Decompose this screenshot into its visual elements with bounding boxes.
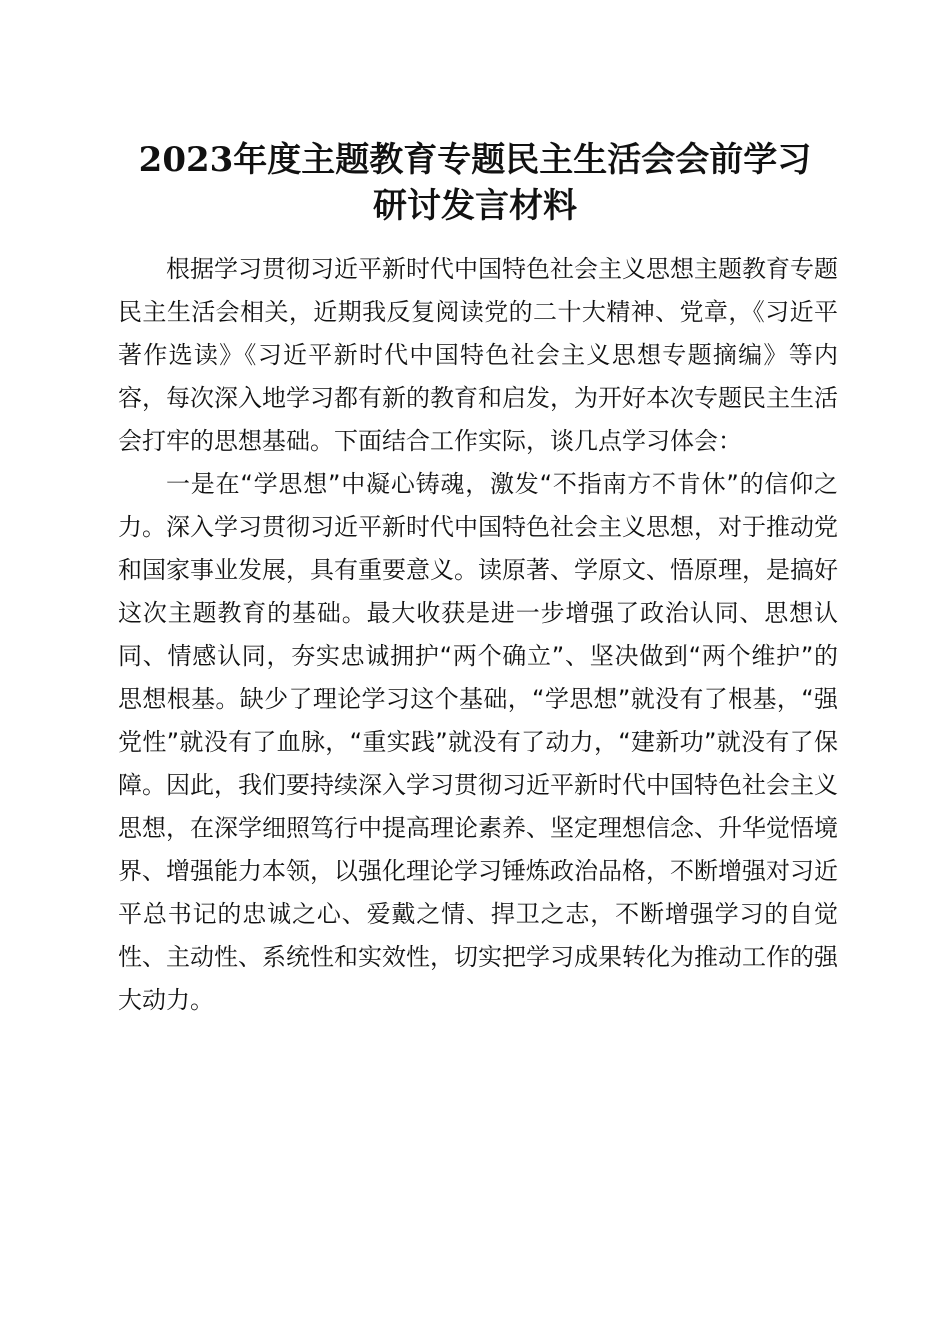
- paragraph-intro: [118, 248, 838, 463]
- paragraph-point-one-text: 深入学习贯彻习近平新时代中国特色社会主义思想，对于推动党和国家事业发展，具有重要意义。读原著、学原文、悟原理，是搞好这次主题教育的基础。最大收获是进一步增强了政治认同、思想认同、情感认同，夯实忠诚拥护“两个确立”、坚决做到“两个维护”的思想根基。缺少了理论学习这个基础，“学思想”就没有了根基，“强党性”就没有了血脉，“重实践”就没有了动力，“建新功”就没有了保障。因此，我们要持续深入学习贯彻习近平新时代中国特色社会主义思想，在深学细照笃行中提高理论素养、坚定理想信念、升华觉悟境界、增强能力本领，以强化理论学习锤炼政治品格，不断增强对习近平总书记的忠诚之心、爱戴之情、捍卫之志，不断增强学习的自觉性、主动性、系统性和实效性，切实把学习成果转化为推动工作的强大动力。: [118, 513, 838, 1014]
- paragraph-point-one-lead: 一是在“学思想”中凝心铸魂，激发“不指南方不肯休”的信仰之力。: [118, 470, 838, 541]
- document-title-line-2: 研讨发言材料: [373, 186, 577, 226]
- paragraph-point-one: [118, 463, 838, 1022]
- document-body: [118, 248, 838, 1022]
- document-title-line-1: 2023年度主题教育专题民主生活会会前学习: [138, 140, 812, 180]
- paragraph-intro-text: 根据学习贯彻习近平新时代中国特色社会主义思想主题教育专题民主生活会相关，近期我反复阅读党的二十大精神、党章，《习近平著作选读》《习近平新时代中国特色社会主义思想专题摘编》等内容，每次深入地学习都有新的教育和启发，为开好本次专题民主生活会打牢的思想基础。下面结合工作实际，谈几点学习体会：: [118, 255, 838, 455]
